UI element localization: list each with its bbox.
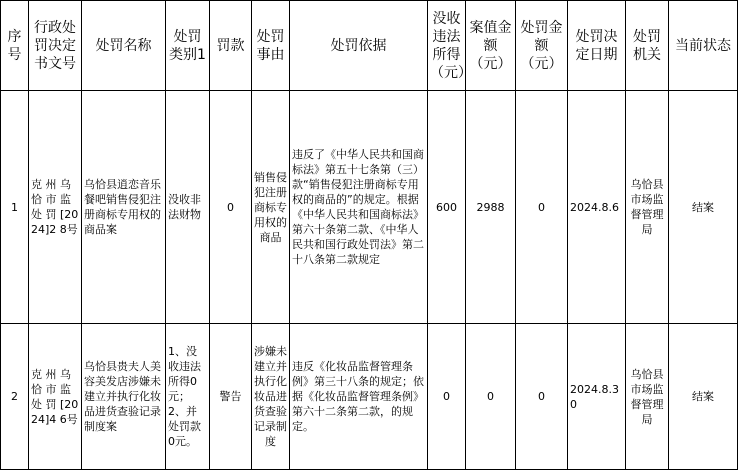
header-authority: 处罚机关: [626, 1, 669, 91]
cell-authority: 乌恰县市场监督管理局: [626, 91, 669, 324]
cell-seq: 2: [1, 324, 29, 470]
header-decision-date: 处罚决定日期: [568, 1, 626, 91]
cell-doc-no: 克 州 乌 恰 市 监 处 罚 [2024]4 6号: [29, 324, 82, 470]
cell-seq: 1: [1, 91, 29, 324]
header-penalty-amount: 处罚金额（元）: [516, 1, 568, 91]
cell-case-value: 0: [466, 324, 516, 470]
cell-confiscated: 600: [428, 91, 466, 324]
header-doc-no: 行政处罚决定书文号: [29, 1, 82, 91]
header-row: [1, 1, 738, 91]
cell-case-value: 2988: [466, 91, 516, 324]
header-penalty-type: 处罚类别1: [166, 1, 210, 91]
cell-penalty-name: 乌恰县逍恋音乐餐吧销售侵犯注册商标专用权的商品案: [82, 91, 166, 324]
cell-penalty-amount: 0: [516, 324, 568, 470]
cell-penalty-amount: 0: [516, 91, 568, 324]
header-basis: 处罚依据: [290, 1, 428, 91]
cell-basis: 违反了《中华人民共和国商标法》第五十七条第（三）款“销售侵犯注册商标专用权的商品的”的规定。根据《中华人民共和国商标法》第六十条第二款、《中华人民共和国行政处罚法》第二十八条第二款规定: [290, 91, 428, 324]
cell-status: 结案: [669, 91, 738, 324]
cell-decision-date: 2024.8.30: [568, 324, 626, 470]
cell-doc-no: 克 州 乌 恰 市 监 处 罚 [2024]2 8号: [29, 91, 82, 324]
header-case-value: 案值金额（元）: [466, 1, 516, 91]
table-row: [1, 91, 738, 324]
cell-penalty-type: 没收非法财物: [166, 91, 210, 324]
header-fine: 罚款: [210, 1, 252, 91]
cell-penalty-name: 乌恰县贵夫人美容美发店涉嫌未建立并执行化妆品进货查验记录制度案: [82, 324, 166, 470]
header-cause: 处罚事由: [252, 1, 290, 91]
cell-cause: 涉嫌未建立并执行化妆品进货查验记录制度: [252, 324, 290, 470]
cell-decision-date: 2024.8.6: [568, 91, 626, 324]
cell-fine: 0: [210, 91, 252, 324]
cell-fine: 警告: [210, 324, 252, 470]
cell-confiscated: 0: [428, 324, 466, 470]
table-row: [1, 324, 738, 470]
cell-basis: 违反《化妆品监督管理条例》第三十八条的规定；依据《化妆品监督管理条例》第六十二条第二款，的规定。: [290, 324, 428, 470]
cell-authority: 乌恰县市场监督管理局: [626, 324, 669, 470]
cell-penalty-type: 1、没收违法所得0元；2、并处罚款0元。: [166, 324, 210, 470]
cell-cause: 销售侵犯注册商标专用权的商品: [252, 91, 290, 324]
header-seq: 序号: [1, 1, 29, 91]
cell-status: 结案: [669, 324, 738, 470]
header-confiscated: 没收违法所得（元）: [428, 1, 466, 91]
header-penalty-name: 处罚名称: [82, 1, 166, 91]
header-status: 当前状态: [669, 1, 738, 91]
